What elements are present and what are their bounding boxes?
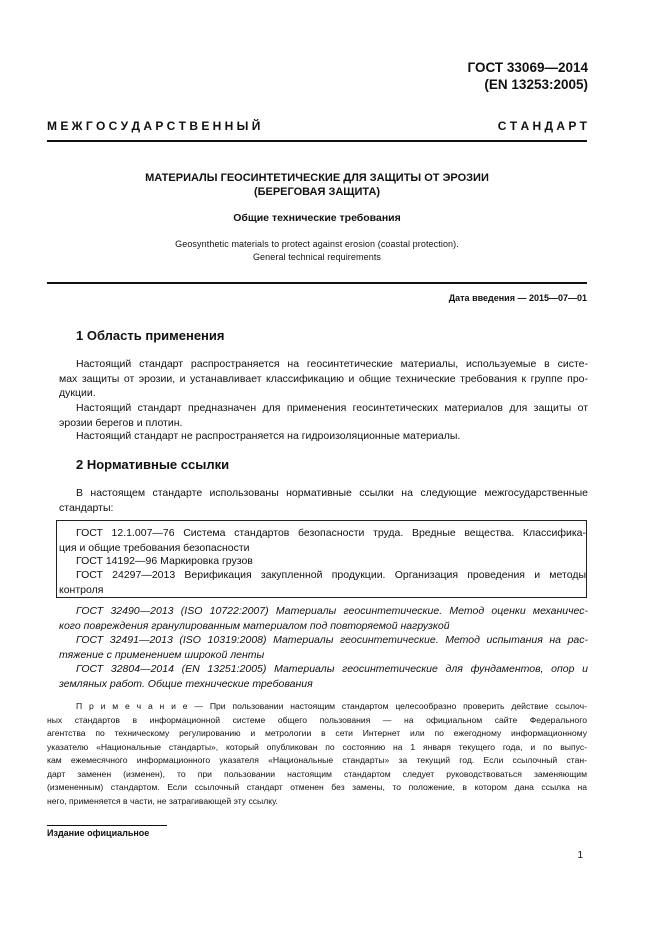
text-line: ГОСТ 24297—2013 Верификация закупленной продукции. Организация проведения и методы — [76, 569, 586, 581]
english-title-line-1: Geosynthetic materials to protect against erosion (coastal protection). — [175, 239, 459, 249]
note-line: кам ежемесячного информационного указателя «Национальные стандарты» за текущий год. Если ссылочный стан- — [47, 755, 587, 765]
text-line: эрозии берегов и плотин. — [59, 416, 183, 429]
text-line: ГОСТ 32804—2014 (EN 13251:2005) Материалы геосинтетические для фундаментов, опор и — [76, 663, 588, 675]
reference-gost-14192 — [76, 554, 586, 569]
title-line-1: МАТЕРИАЛЫ ГЕОСИНТЕТИЧЕСКИЕ ДЛЯ ЗАЩИТЫ ОТ ЭРОЗИИ — [145, 172, 489, 184]
reference-gost-32490 — [59, 604, 588, 633]
text-line: ГОСТ 14192—96 Маркировка грузов — [76, 555, 253, 567]
text-line: Настоящий стандарт предназначен для применения геосинтетических материалов для защиты от — [76, 402, 588, 414]
note-line: него, применяется в части, не затрагивающей эту ссылку. — [47, 795, 278, 806]
banner-rule — [47, 140, 587, 142]
text-line: Настоящий стандарт распространяется на геосинтетические материалы, используемые в систе- — [76, 358, 588, 370]
standard-code: ГОСТ 33069—2014 — [467, 60, 588, 75]
text-line: ция и общие требования безопасности — [59, 541, 250, 554]
en-standard-code: (EN 13253:2005) — [484, 77, 588, 92]
banner-left: М Е Ж Г О С У Д А Р С Т В Е Н Н Ы Й — [47, 119, 261, 133]
page-number: 1 — [577, 850, 583, 861]
text-line: Настоящий стандарт не распространяется на гидроизоляционные материалы. — [76, 430, 461, 442]
note-line: (измененным) стандартом. Если ссылочный стандарт отменен без замены, то положение, в котором дана ссылка на — [47, 782, 587, 792]
note-line: агентства по техническому регулированию и метрологии в сети Интернет или по ежегодному информационному — [47, 728, 587, 738]
reference-gost-32804 — [59, 662, 588, 691]
text-line: ГОСТ 32490—2013 (ISO 10722:2007) Материалы геосинтетические. Метод оценки механичес- — [76, 605, 588, 617]
text-line: стандарты: — [59, 501, 114, 514]
title-line-2: (БЕРЕГОВАЯ ЗАЩИТА) — [253, 186, 381, 198]
section-1-heading: 1 Область применения — [76, 328, 225, 343]
document-subtitle: Общие технические требования — [233, 212, 401, 224]
text-line: кого повреждения гранулированным материалом под повторяемой нагрузкой — [59, 619, 450, 632]
official-edition-label: Издание официальное — [47, 828, 150, 838]
reference-gost-24297 — [59, 568, 586, 597]
section-2-heading: 2 Нормативные ссылки — [76, 457, 230, 472]
section-1-paragraph-2 — [59, 401, 588, 430]
references-note — [47, 700, 587, 808]
banner-right: С Т А Н Д А Р Т — [497, 119, 587, 133]
reference-gost-12-1-007 — [59, 526, 586, 555]
section-1-paragraph-3 — [76, 429, 588, 444]
note-line: ных стандартов в информационной системе общего пользования — на официальном сайте Федерального — [47, 714, 587, 725]
note-line: дарт заменен (изменен), то при пользовании настоящим стандартом следует руководствоваться заменяющим — [47, 768, 587, 779]
text-line: ГОСТ 12.1.007—76 Система стандартов безопасности труда. Вредные вещества. Классифика- — [76, 527, 586, 539]
text-line: дукции. — [59, 387, 96, 399]
standard-banner — [47, 119, 587, 133]
english-title-line-2: General technical requirements — [252, 252, 382, 262]
title-rule — [47, 282, 587, 284]
text-line: В настоящем стандарте использованы нормативные ссылки на следующие межгосударственные — [76, 487, 588, 499]
note-line: указателю «Национальные стандарты», который опубликован по состоянию на 1 января текущего года, и по выпус- — [47, 741, 587, 752]
edition-rule — [47, 825, 167, 826]
introduction-date: Дата введения — 2015—07—01 — [448, 293, 587, 303]
section-1-paragraph-1 — [59, 357, 588, 401]
text-line: тяжение с применением широкой ленты — [59, 648, 265, 661]
reference-gost-32491 — [59, 633, 588, 662]
section-2-intro — [59, 486, 588, 515]
text-line: контроля — [59, 583, 104, 596]
text-line: мах защиты от эрозии, и устанавливает классификацию и общие технические требования к группе про- — [59, 372, 588, 385]
text-line: земляных работ. Общие технические требования — [59, 677, 313, 690]
note-line: П р и м е ч а н и е — При пользовании настоящим стандартом целесообразно проверить действие ссылоч- — [76, 701, 587, 711]
text-line: ГОСТ 32491—2013 (ISO 10319:2008) Материалы геосинтетические. Метод испытания на рас- — [76, 634, 588, 646]
